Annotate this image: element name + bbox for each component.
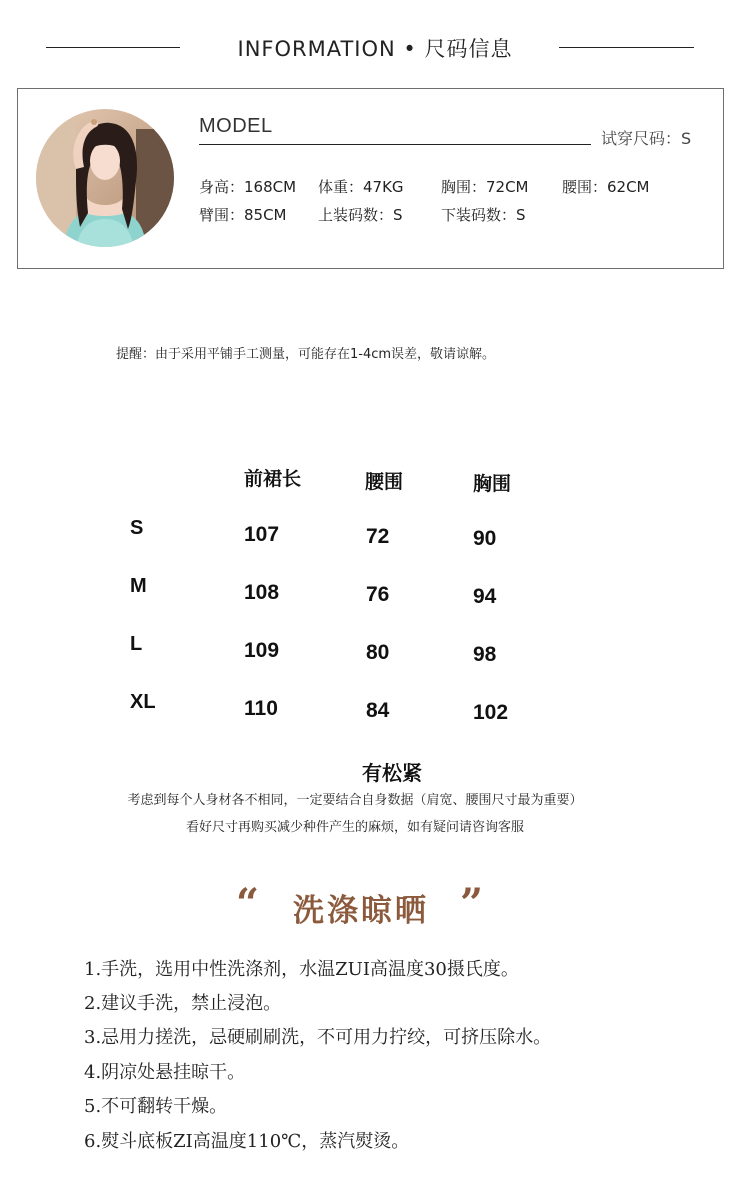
- cell-bust: 90: [473, 527, 497, 550]
- model-top-size: 上装码数：S: [318, 206, 403, 224]
- fit-note-1: 考虑到每个人身材各不相同，一定要结合自身数据（肩宽、腰围尺寸最为重要）: [127, 793, 583, 808]
- cell-waist: 72: [366, 525, 390, 548]
- model-waist: 腰围：62CM: [562, 178, 650, 196]
- cell-waist: 76: [366, 583, 390, 606]
- measurement-reminder: 提醒：由于采用平铺手工测量，可能存在1-4cm误差，敬请谅解。: [116, 347, 496, 362]
- model-avatar: [36, 109, 174, 247]
- open-quote: “: [236, 880, 260, 927]
- list-item: 3.忌用力搓洗，忌硬刷刷洗，不可用力拧绞，可挤压除水。: [84, 1027, 552, 1048]
- cell-bust: 94: [473, 585, 497, 608]
- fit-title: 有松紧: [362, 761, 422, 785]
- header-bust: 胸围: [473, 473, 512, 495]
- header-waist: 腰围: [365, 471, 404, 493]
- cell-front-length: 107: [244, 523, 280, 546]
- cell-front-length: 110: [244, 697, 278, 720]
- close-quote: ”: [460, 880, 484, 927]
- trial-size: 试穿尺码：S: [601, 129, 692, 148]
- model-weight: 体重：47KG: [318, 178, 404, 196]
- model-label: MODEL: [199, 115, 273, 137]
- size-label: S: [130, 517, 144, 539]
- list-item: 1.手洗，选用中性洗涤剂，水温ZUI高温度30摄氏度。: [84, 959, 519, 980]
- cell-bust: 98: [473, 643, 497, 666]
- list-item: 2.建议手洗，禁止浸泡。: [84, 993, 282, 1014]
- size-label: M: [130, 575, 147, 597]
- size-label: L: [130, 633, 143, 655]
- header-title: INFORMATION • 尺码信息: [237, 37, 513, 61]
- cell-front-length: 109: [244, 639, 280, 662]
- size-label: XL: [130, 691, 156, 713]
- cell-waist: 84: [366, 699, 390, 722]
- list-item: 4.阴凉处悬挂晾干。: [84, 1062, 246, 1083]
- model-height: 身高：168CM: [199, 178, 297, 196]
- model-card: [17, 88, 724, 269]
- cell-front-length: 108: [244, 581, 280, 604]
- list-item: 6.熨斗底板ZI高温度110℃，蒸汽熨烫。: [84, 1131, 410, 1152]
- model-bust: 胸围：72CM: [441, 178, 529, 196]
- wash-title: 洗涤晾晒: [293, 893, 429, 929]
- fit-note-2: 看好尺寸再购买减少种件产生的麻烦，如有疑问请咨询客服: [185, 820, 524, 835]
- header-front-length: 前裙长: [244, 468, 302, 490]
- cell-waist: 80: [366, 641, 390, 664]
- model-underline: [199, 144, 591, 145]
- model-bottom-size: 下装码数：S: [441, 206, 526, 224]
- cell-bust: 102: [473, 701, 509, 724]
- header-line-right: [559, 47, 694, 48]
- list-item: 5.不可翻转干燥。: [84, 1096, 228, 1117]
- model-arm: 臂围：85CM: [199, 206, 287, 224]
- model-photo-icon: [36, 109, 174, 247]
